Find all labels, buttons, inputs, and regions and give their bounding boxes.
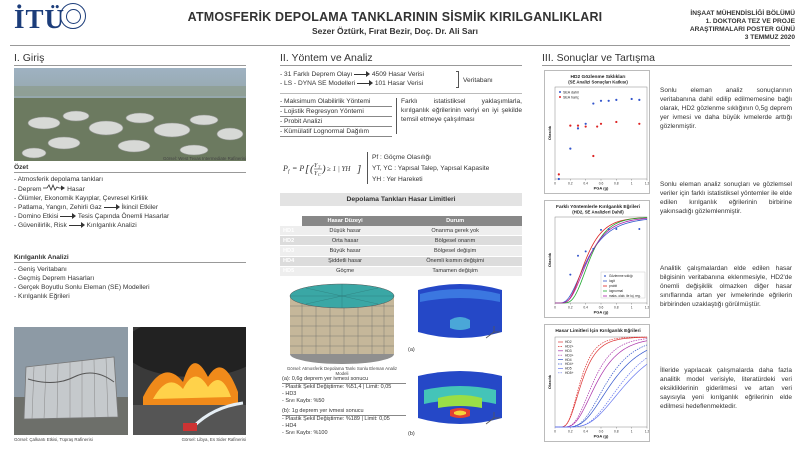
method-item: - Kümülatif Lognormal Dağılım <box>280 127 392 137</box>
x-tick-label: 0 <box>554 429 556 434</box>
data-point <box>585 123 587 125</box>
observed-point <box>615 228 617 230</box>
data-point <box>631 98 633 100</box>
db-brace <box>456 71 459 88</box>
legend-entry: SEA hariç <box>563 95 579 100</box>
x-tick-label: 0.8 <box>614 181 619 186</box>
formula-def: YT, YC : Yapısal Talep, Yapısal Kapasite <box>372 165 490 172</box>
result-a-line: - Plastik Şekil Değiştirme: %51,4 | Limit: 0,05 <box>282 384 392 390</box>
x-tick-label: 0.6 <box>598 305 604 310</box>
data-point <box>608 100 610 102</box>
arrow-icon <box>69 222 85 228</box>
result-b-title: (b): 1g deprem yer ivmesi sonucu <box>282 408 406 416</box>
chart-subtitle: (SE Analizi Sonuçları Katkısı) <box>568 79 628 85</box>
methods-bar <box>396 98 397 134</box>
legend-entry: maks. olab. ile loj. reg. <box>609 294 641 299</box>
x-axis-label: PGA (g) <box>593 433 609 439</box>
x-tick-label: 1.2 <box>644 429 650 434</box>
x-tick-label: 0.4 <box>583 429 588 434</box>
table-row <box>280 266 522 276</box>
table-cell: Şiddetli hasar <box>302 256 388 266</box>
db-divider <box>280 93 522 94</box>
ozet-item: - Ölümler, Ekonomik Kayıplar, Çevresel Kirlilik <box>14 195 148 202</box>
svg-text:[: [ <box>305 163 310 175</box>
data-point <box>585 125 587 127</box>
table-cell: HD3 <box>280 246 302 256</box>
x-tick-label: 1 <box>630 305 633 310</box>
arrow-icon <box>357 80 373 86</box>
db-text: - 31 Farklı Deprem Olayı <box>280 71 353 78</box>
table-cell: Orta hasar <box>302 236 388 246</box>
formula-def: YH : Yer Hareketi <box>372 176 423 183</box>
legend-entry: HD3+ <box>565 353 574 358</box>
legend-entry: SEA dahil <box>563 90 579 95</box>
fragility-formula <box>283 160 363 176</box>
ozet-item <box>14 203 246 212</box>
legend-entry: HD2 <box>565 340 572 345</box>
observed-point <box>577 255 579 257</box>
table-header-row <box>280 216 522 226</box>
results-paragraph-3: Analitik çalışmalardan elde edilen hasar bilgisinin veritabanına eklenmesiyle, HD2'de önemli değişiklik olmazken diğer hasar sınıflarında artan yer ivmelerinde eğrilerin birbirinden uzaklaştığı görülmüştür. <box>660 265 792 309</box>
legend-entry: HD4 <box>565 357 572 362</box>
legend-entry: HD4+ <box>565 362 574 367</box>
db-text: 101 Hasar Verisi <box>374 80 424 87</box>
krl-item: - Geçmiş Deprem Hasarları <box>14 275 95 282</box>
result-a-title: (a): 0,6g deprem yer ivmesi sonucu <box>282 376 406 384</box>
observed-point <box>585 250 587 252</box>
model-caption: Görsel: Atmosferik Depolama Tankı Sonlu Eleman Analiz Modeli <box>286 366 398 376</box>
svg-text:C: C <box>318 172 321 176</box>
x-tick-label: 1.2 <box>644 305 650 310</box>
dept-line: ARAŞTIRMALARI POSTER GÜNÜ <box>689 26 795 33</box>
x-tick-label: 0.6 <box>598 429 604 434</box>
svg-text:Y: Y <box>314 163 318 169</box>
chart-title: HD2 Gözlenme Sıklıkları <box>570 75 626 80</box>
fe-result-a <box>410 280 510 344</box>
table-row <box>280 226 522 236</box>
result-a-text <box>282 376 406 405</box>
data-point <box>596 125 598 127</box>
ozet-item-text: Kırılganlık Analizi <box>86 222 137 229</box>
krl-item: - Kırılganlık Eğrileri <box>14 293 70 300</box>
data-point <box>615 99 617 101</box>
results-paragraph-2: Sonlu eleman analiz sonuçları ve gözlemsel veriler için farklı istatistiksel yöntemler ile elde edilen kırılganlık eğrilerinin birbirine yakınsadığı gözlemlenmiştir. <box>660 181 792 216</box>
method-item: - Lojistik Regresyon Yöntemi <box>280 107 392 117</box>
ozet-title: Özet <box>14 164 29 171</box>
ozet-item-text: Tesis Çapında Önemli Hasarlar <box>77 213 170 220</box>
chart-subtitle: (HD2, SE Analizleri Dahil) <box>572 209 624 215</box>
refinery-photo <box>14 68 246 161</box>
fire-photo <box>133 327 246 435</box>
label-b: (b) <box>408 431 415 437</box>
legend-entry: HD5+ <box>565 371 574 375</box>
y-axis-label: Olasılık <box>547 125 552 141</box>
x-tick-label: 1.2 <box>644 181 650 186</box>
svg-text:T: T <box>318 164 321 170</box>
ozet-list <box>14 175 246 230</box>
method-title: II. Yöntem ve Analiz <box>280 52 373 64</box>
data-point <box>577 127 579 129</box>
arrow-icon <box>354 71 370 77</box>
result-b-line: - HD4 <box>282 423 297 429</box>
y-axis-label: Olasılık <box>547 374 552 390</box>
table-cell: HD1 <box>280 226 302 236</box>
x-tick-label: 1 <box>630 429 633 434</box>
dept-line: 3 TEMMUZ 2020 <box>744 34 795 41</box>
data-point <box>558 173 560 175</box>
table-cell: Önemli kısmın değişimi <box>388 256 522 266</box>
ozet-item <box>14 184 246 194</box>
x-tick-label: 0.2 <box>568 305 573 310</box>
db-text: - LS - DYNA SE Modelleri <box>280 80 356 87</box>
x-tick-label: 0.8 <box>614 305 619 310</box>
data-point <box>558 178 560 180</box>
fire-caption: Görsel: Libya, Es Sider Rafinerisi <box>181 437 246 442</box>
damage-limit-fragility-chart <box>544 324 650 442</box>
chart-title: Hasar Limitleri İçin Kırılganlık Eğrileri <box>555 329 641 334</box>
table-header-cell <box>280 216 302 226</box>
methods-list <box>280 97 392 137</box>
table-cell: Düşük hasar <box>302 226 388 236</box>
x-axis-label: PGA (g) <box>593 309 609 315</box>
x-tick-label: 0.4 <box>583 305 588 310</box>
db-label: Veritabanı <box>463 77 493 84</box>
table-row <box>280 246 522 256</box>
observed-point <box>569 274 571 276</box>
data-point <box>600 100 602 102</box>
fe-result-b <box>410 368 510 430</box>
x-tick-label: 0.6 <box>598 181 604 186</box>
label-a: (a) <box>408 347 415 353</box>
table-cell: HD4 <box>280 256 302 266</box>
poster-title: ATMOSFERİK DEPOLAMA TANKLARININ SİSMİK KIRILGANLIKLARI <box>187 10 603 24</box>
data-point <box>615 121 617 123</box>
method-item: - Maksimum Olabilirlik Yöntemi <box>280 97 392 107</box>
table-cell: Bölgesel onarım <box>388 236 522 246</box>
x-tick-label: 0.4 <box>583 181 588 186</box>
methods-fragility-chart <box>544 200 650 318</box>
x-tick-label: 1 <box>630 181 633 186</box>
arrow-icon <box>60 213 76 219</box>
arrow-icon <box>104 204 120 210</box>
legend-marker <box>559 91 561 93</box>
svg-text:= P: = P <box>292 164 305 173</box>
table-row <box>280 236 522 246</box>
ozet-item <box>14 221 246 230</box>
legend-marker <box>559 96 561 98</box>
ozet-item-text: - Deprem <box>14 185 42 193</box>
krl-list <box>14 265 246 301</box>
legend-marker <box>604 275 606 277</box>
ozet-item-text: - Domino Etkisi <box>14 213 59 220</box>
itu-seal-icon <box>60 3 86 29</box>
result-b-line: - Plastik Şekil Değiştirme: %189 | Limit: 0,05 <box>282 416 390 422</box>
svg-text:): ) <box>322 163 326 175</box>
data-point <box>592 102 594 104</box>
sloshing-photo <box>14 327 128 435</box>
formula-bar <box>367 152 368 184</box>
formula-definitions <box>372 152 522 185</box>
damage-table <box>280 216 522 277</box>
method-divider <box>280 65 522 66</box>
krl-item: - Gerçek Boyutlu Sonlu Eleman (SE) Modelleri <box>14 284 150 291</box>
dept-line: İNŞAAT MÜHENDİSLİĞİ BÖLÜMÜ <box>690 10 795 17</box>
ozet-item-text: Hasar <box>67 185 85 193</box>
x-tick-label: 0.2 <box>568 429 573 434</box>
itu-logo: İTÜ <box>14 4 66 34</box>
results-divider <box>542 65 792 66</box>
refinery-caption: Görsel: West Texas Intermediate Rafinerisi <box>162 156 246 161</box>
observed-point <box>608 228 610 230</box>
methods-description: Farklı istatistiksel yaklaşımlarla, kırılganlık eğrilerinin veriyi en iyi şekilde temsil etmeye çalışılması <box>401 98 522 123</box>
x-tick-label: 0.2 <box>568 181 573 186</box>
observed-point <box>638 228 640 230</box>
krl-divider <box>14 262 246 263</box>
legend-entry: HD3 <box>565 349 572 353</box>
ozet-item-text: - Güvenilirlik, Risk <box>14 222 67 229</box>
data-point <box>569 148 571 150</box>
db-text: 4509 Hasar Verisi <box>371 71 424 78</box>
formula-def: Pf : Göçme Olasılığı <box>372 154 431 161</box>
data-point <box>600 123 602 125</box>
result-a-line: - HD3 <box>282 391 297 397</box>
results-title: III. Sonuçlar ve Tartışma <box>542 52 656 64</box>
results-paragraph-1: Sonlu eleman analiz sonuçlarının veritabanına dahil edilip edilmemesine bağlı olarak, HD2 gözlenme sıklığının 0,5g deprem yer ivmesi ve daha büyük ivmelerde arttığı gözlenmiştir. <box>660 87 792 131</box>
table-cell: HD2 <box>280 236 302 246</box>
ozet-divider <box>14 172 246 173</box>
x-axis-label: PGA (g) <box>593 185 609 191</box>
observed-point <box>592 248 594 250</box>
damage-table-title: Depolama Tankları Hasar Limitleri <box>280 193 522 206</box>
table-cell: Bölgesel değişim <box>388 246 522 256</box>
y-axis-label: Olasılık <box>547 252 552 268</box>
result-a-line: - Sıvı Kaybı: %50 <box>282 398 325 404</box>
legend-entry: Gözlenme sıklığı <box>609 274 633 279</box>
table-cell: Büyük hasar <box>302 246 388 256</box>
krl-title: Kırılganlık Analizi <box>14 254 69 261</box>
legend-entry: HD5 <box>565 366 572 371</box>
result-b-text <box>282 408 406 437</box>
sloshing-caption: Görsel: Çalkantı Etkisi, Tüpraş Rafinerisi <box>14 437 93 442</box>
ozet-item-text: İkincil Etkiler <box>121 204 159 211</box>
table-cell: HD5 <box>280 266 302 276</box>
department-info <box>640 10 795 42</box>
x-tick-label: 0 <box>554 181 556 186</box>
results-paragraph-4: İlleride yapılacak çalışmalarda daha fazla analitik model verisiyle, literatürdeki veri eksikliklerinin giderilmesi ve artan veri sayısıyla yeni kırılganlık eğrilerinin elde edilmesi hedeflenmektedir. <box>660 367 792 411</box>
data-point <box>638 123 640 125</box>
svg-text:(: ( <box>310 163 314 175</box>
table-row <box>280 256 522 266</box>
table-cell: Tamamen değişim <box>388 266 522 276</box>
table-header-cell: Hasar Düzeyi <box>302 216 388 226</box>
svg-text:P: P <box>283 164 288 173</box>
krl-item: - Geniş Veritabanı <box>14 266 67 273</box>
table-cell: Onarıma gerek yok <box>388 226 522 236</box>
result-b-line: - Sıvı Kaybı: %100 <box>282 430 328 436</box>
intro-divider <box>14 65 246 66</box>
ozet-item: - Atmosferik depolama tankları <box>14 176 104 183</box>
legend-entry: probit <box>609 284 617 289</box>
intro-title: I. Giriş <box>14 52 45 64</box>
ozet-item <box>14 212 246 221</box>
table-header-cell: Durum <box>388 216 522 226</box>
table-cell: Göçme <box>302 266 388 276</box>
svg-text:]: ] <box>357 163 362 175</box>
observed-point <box>600 229 602 231</box>
dept-line: 1. DOKTORA TEZ VE PROJE <box>705 18 795 25</box>
svg-text:f: f <box>288 170 290 175</box>
ozet-item-text: - Patlama, Yangın, Zehirli Gaz <box>14 204 102 211</box>
svg-text:≥ 1 | YH: ≥ 1 | YH <box>327 165 351 173</box>
data-point <box>638 99 640 101</box>
header-divider <box>10 45 790 46</box>
quake-wave-icon <box>43 184 65 194</box>
hd2-frequency-chart <box>544 70 650 194</box>
poster-authors: Sezer Öztürk, Fırat Bezir, Doç. Dr. Ali Sarı <box>312 26 478 36</box>
data-point <box>569 125 571 127</box>
tank-fe-model <box>282 278 402 366</box>
data-point <box>577 125 579 127</box>
data-point <box>592 155 594 157</box>
method-item: - Probit Analizi <box>280 117 392 127</box>
x-tick-label: 0 <box>554 305 556 310</box>
chart-title: Farklı Yöntemlerle Kırılganlık Eğrileri <box>556 205 640 210</box>
legend-entry: HD2+ <box>565 344 574 349</box>
legend-entry: lognormal <box>609 289 623 294</box>
x-tick-label: 0.8 <box>614 429 619 434</box>
svg-text:Y: Y <box>314 171 318 176</box>
legend-entry: logit <box>609 279 615 284</box>
